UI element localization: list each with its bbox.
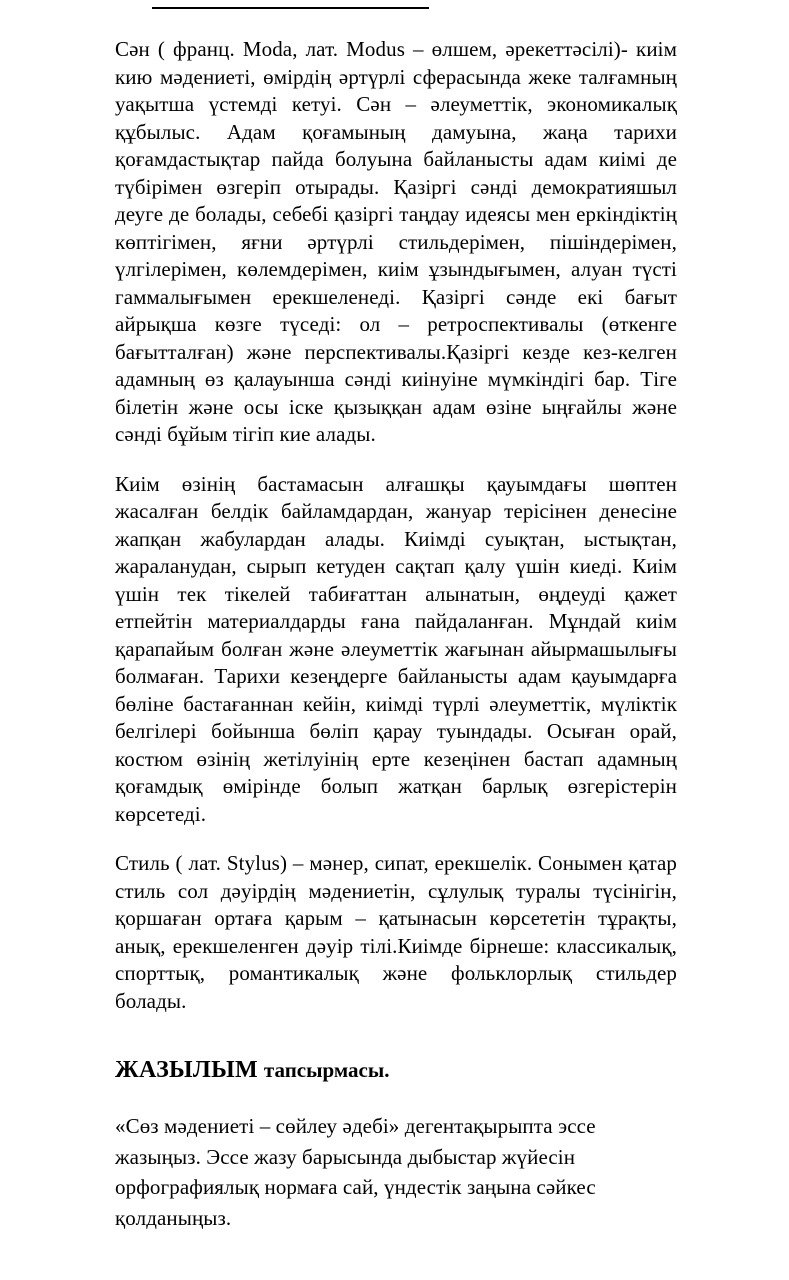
paragraph-fashion-definition: Сән ( франц. Moda, лат. Modus – өлшем, әрекеттәсілі)- киім кию мәдениеті, өмірдің әртүрлі сферасында жеке талғамның уақытша үстемді кетуі. Сән – әлеуметтік, экономикалық құбылыс. Адам қоғамының дамуына, жаңа тарихи қоғамдастықтар пайда болуына байланысты адам киімі де түбірімен өзгеріп отырады. Қазіргі сәнді демократияшыл деуге де болады, себебі қазіргі таңдау идеясы мен еркіндіктің көптігімен, яғни әртүрлі стильдерімен, пішіндерімен, үлгілерімен, көлемдерімен, киім ұзындығымен, алуан түсті гаммалығымен ерекшеленеді. Қазіргі сәнде екі бағыт айрықша көзге түседі: ол – ретроспективалы (өткенге бағытталған) және перспективалы.Қазіргі кезде кез-келген адамның өз қалауынша сәнді киінуіне мүмкіндігі бар. Тіге білетін және осы іске қызыққан адам өзіне ыңғайлы және сәнді бұйым тігіп кие алады.	[115, 37, 677, 446]
section-heading	[115, 1055, 677, 1085]
paragraph-essay-task: «Сөз мәдениеті – сөйлеу әдебі» дегентақырыпта эссе жазыңыз. Эссе жазу барысында дыбыстар жүйесін орфографиялық нормаға сай, үндестік заңына сәйкес қолданыңыз.	[115, 1114, 596, 1230]
section-heading-subtitle: тапсырмасы.	[263, 1058, 390, 1082]
top-rule	[152, 7, 429, 9]
paragraph-clothing-history: Киім өзінің бастамасын алғашқы қауымдағы шөптен жасалған белдік байламдардан, жануар терісінен денесіне жапқан жабулардан алады. Киімді суықтан, ыстықтан, жараланудан, сырып кетуден сақтап қалу үшін киеді. Киім үшін тек тікелей табиғаттан алынатын, өңдеуді қажет етпейтін материалдарды ғана пайдаланған. Мұндай киім қарапайым болған және әлеуметтік жағынан айырмашылығы болмаған. Тарихи кезеңдерге байланысты адам қауымдарға бөліне бастағаннан кейін, киімді түрлі әлеуметтік, мүліктік белгілері бойынша бөліп қарау туындады. Осыған орай, костюм өзінің жетілуінің ерте кезеңінен бастап адамның қоғамдық өмірінде болып жатқан барлық өзгерістерін көрсетеді.	[115, 471, 677, 826]
paragraph-style-definition: Стиль ( лат. Stylus) – мәнер, сипат, ерекшелік. Сонымен қатар стиль сол дәуірдің мәдениетін, сұлулық туралы түсінігін, қоршаған ортаға қарым – қатынасын көрсететін тұрақты, анық, ерекшеленген дәуір тілі.Киімде бірнеше: классикалық, спорттық, романтикалық және фольклорлық стильдер болады.	[115, 851, 677, 1013]
section-heading-title: ЖАЗЫЛЫМ	[115, 1057, 258, 1083]
